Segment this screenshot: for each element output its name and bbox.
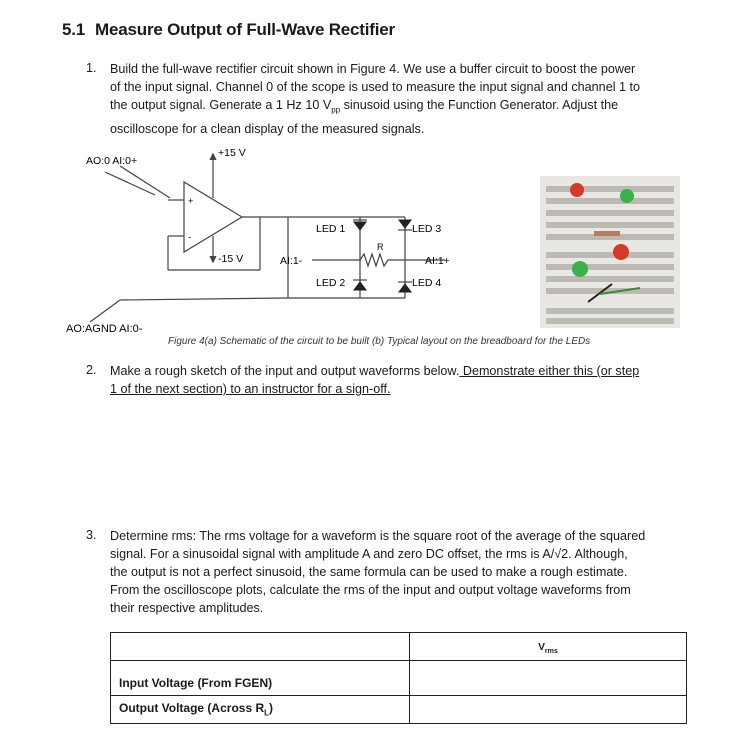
aognd-label: AO:AGND AI:0- (66, 323, 143, 335)
item-1-text (110, 60, 710, 138)
item-1-line-3-tail: sinusoid using the Function Generator. Adjust the (340, 98, 619, 112)
vrms-label: V (538, 641, 545, 653)
rms-row-input-value[interactable] (410, 671, 687, 695)
opamp-minus: - (188, 232, 191, 242)
led4-diode (399, 284, 411, 292)
ai1-minus-label: AI:1- (280, 255, 303, 267)
led2-diode (354, 282, 366, 290)
rms-spacer (111, 661, 410, 672)
rms-header-vrms (410, 633, 687, 661)
item-1-number: 1. (86, 61, 97, 75)
figure-caption: Figure 4(a) Schematic of the circuit to be built (b) Typical layout on the breadboard for the LEDs (168, 336, 591, 347)
item-3-line-3: the output is not a perfect sinusoid, the same formula can be used to make a rough estimate. (110, 565, 628, 579)
item-2-text (110, 362, 710, 398)
rms-row-output-label (111, 695, 410, 723)
item-2-signoff-link-1: Demonstrate either this (or step (459, 364, 640, 378)
vpp-subscript: pp (331, 105, 341, 115)
item-1-line-1: Build the full-wave rectifier circuit shown in Figure 4. We use a buffer circuit to boost the power (110, 62, 636, 76)
ai1-plus-label: AI:1+ (425, 255, 450, 267)
item-3-line-5: their respective amplitudes. (110, 601, 264, 615)
item-3-line-2: signal. For a sinusoidal signal with amplitude A and zero DC offset, the rms is A/√2. Although, (110, 547, 628, 561)
output-label-sub: L (264, 708, 270, 718)
item-2-number: 2. (86, 363, 97, 377)
item-3-text (110, 527, 710, 617)
section-title: Measure Output of Full-Wave Rectifier (95, 20, 395, 39)
item-2-text-plain: Make a rough sketch of the input and output waveforms below. (110, 364, 460, 378)
item-1-line-3 (110, 96, 710, 120)
item-1-line-2: of the input signal. Channel 0 of the scope is used to measure the input signal and channel 1 to (110, 80, 640, 94)
section-number: 5.1 (62, 20, 86, 39)
vrms-sub: rms (544, 647, 558, 655)
plus15-label: +15 V (218, 147, 246, 159)
led2-label: LED 2 (316, 277, 346, 289)
rectifier-schematic (60, 140, 480, 340)
rms-spacer-value (410, 661, 687, 672)
section-heading (62, 20, 395, 40)
item-1-line-3-start: the output signal. Generate a 1 Hz 10 V (110, 98, 332, 112)
breadboard-photo (540, 176, 680, 328)
minus15-label: -15 V (218, 253, 244, 265)
item-3-number: 3. (86, 528, 97, 542)
rms-row-input-label: Input Voltage (From FGEN) (111, 671, 410, 695)
led3-diode (399, 220, 411, 228)
led1-diode (354, 222, 366, 230)
item-3-line-1: Determine rms: The rms voltage for a waveform is the square root of the average of the squared (110, 529, 646, 543)
opamp-plus: + (188, 196, 194, 206)
rms-header-blank (111, 633, 410, 661)
output-label-text: Output Voltage (Across R (119, 700, 265, 715)
item-1-line-4: oscilloscope for a clean display of the measured signals. (110, 121, 425, 136)
output-label-end: ) (269, 700, 274, 715)
item-3-line-4: From the oscilloscope plots, calculate the rms of the input and output voltage waveforms from (110, 583, 631, 597)
ao0-ai0-label: AO:0 AI:0+ (86, 155, 138, 167)
led1-label: LED 1 (316, 223, 346, 235)
led3-label: LED 3 (412, 223, 442, 235)
resistor-label: R (377, 242, 384, 252)
rms-row-output-value[interactable] (410, 695, 687, 723)
led4-label: LED 4 (412, 277, 442, 289)
rms-table (110, 632, 687, 724)
item-2-signoff-link-2: 1 of the next section) to an instructor for a sign-off. (110, 382, 391, 396)
